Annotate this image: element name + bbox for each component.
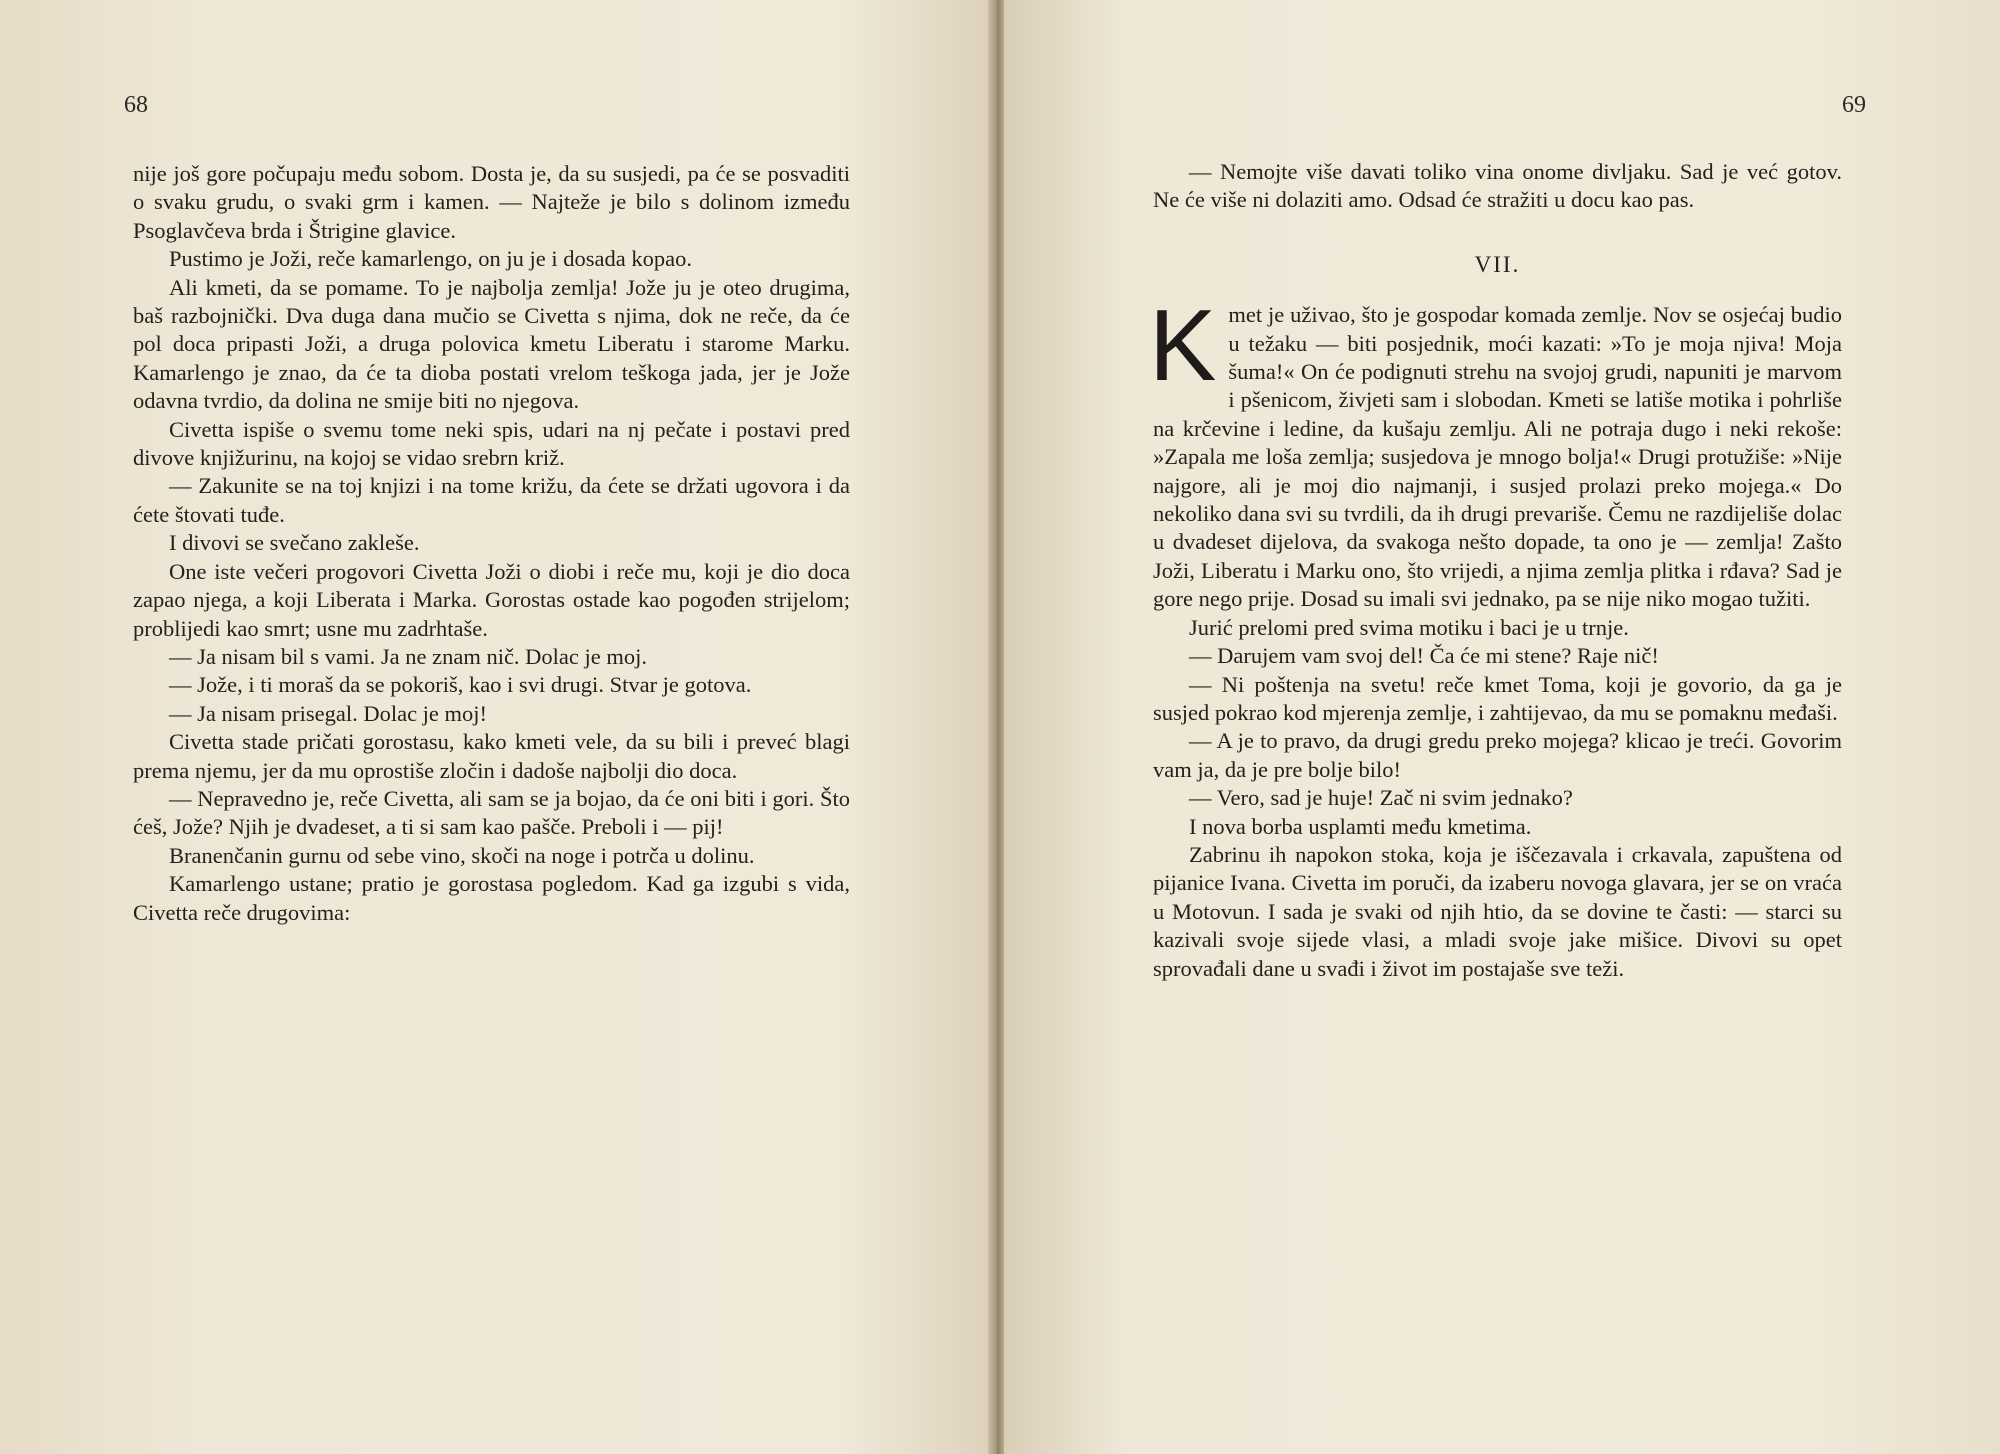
- drop-cap: K: [1149, 290, 1217, 403]
- paragraph: — A je to pravo, da drugi gredu preko mojega? klicao je treći. Govorim vam ja, da je pre bolje bilo!: [1153, 728, 1842, 782]
- left-page-text: [133, 160, 850, 927]
- paragraph: Ali kmeti, da se pomame. To je najbolja zemlja! Jože ju je oteo drugima, baš razbojnički. Dva duga dana mučio se Civetta s njima, dok ne reče, da će pol doca pripasti Joži, a druga polovica kmetu Liberatu i starome Marku. Kamarlengo je znao, da će ta dioba postati vrelom teškoga jada, jer je Jože odavna tvrdio, da dolina ne smije biti no njegova.: [133, 274, 850, 414]
- paragraph: I divovi se svečano zakleše.: [169, 530, 420, 556]
- paragraph: Civetta stade pričati gorostasu, kako kmeti vele, da su bili i preveć blagi prema njemu, jer da mu oprostiše zločin i dadoše najbolji dio doca.: [133, 729, 850, 783]
- paragraph: — Nepravedno je, reče Civetta, ali sam se ja bojao, da će oni biti i gori. Što ćeš, Jože? Njih je dvadeset, a ti si sam kao pašče. Preboli i — pij!: [133, 785, 850, 840]
- paragraph: I nova borba usplamti među kmetima.: [1189, 813, 1532, 839]
- paragraph: — Jože, i ti moraš da se pokoriš, kao i svi drugi. Stvar je gotova.: [169, 672, 752, 698]
- opening-paragraph: — Nemojte više davati toliko vina onome divljaku. Sad je već gotov. Ne će više ni dolaziti amo. Odsad će stražiti u docu kao pas.: [1153, 159, 1842, 213]
- paragraph: Civetta ispiše o svemu tome neki spis, udari na nj pečate i postavi pred divove knjižurinu, na kojoj se vidao srebrn križ.: [133, 416, 850, 471]
- paragraph: Branenčanin gurnu od sebe vino, skoči na noge i potrča u dolinu.: [169, 842, 755, 868]
- paragraph: Pustimo je Joži, reče kamarlengo, on ju je i dosada kopao.: [169, 246, 692, 272]
- chapter-first-paragraph: [1149, 290, 1842, 613]
- paragraph: One iste večeri progovori Civetta Joži o diobi i reče mu, koji je dio doca zapao njega, a koji Liberata i Marka. Gorostas ostade kao pogođen strijelom; problijedi kao smrt; usne mu zadrhtaše.: [133, 558, 850, 641]
- paragraph: — Ja nisam bil s vami. Ja ne znam nič. Dolac je moj.: [169, 643, 648, 669]
- paragraph: — Ja nisam prisegal. Dolac je moj!: [169, 700, 488, 726]
- page-number-right: 69: [1842, 92, 1866, 118]
- paragraph: Zabrinu ih napokon stoka, koja je iščezavala i crkavala, zapuštena od pijanice Ivana. Civetta im poruči, da izaberu novoga glavara, jer se on vraća u Motovun. I sada je svaki od njih htio, da se dovine te časti: — starci su kazivali svoje sijede vlasi, a mladi svoje jake mišice. Divovi su opet sprovađali dane u svađi i život im postajaše sve teži.: [1153, 841, 1842, 981]
- paragraph: Kamarlengo ustane; pratio je gorostasa pogledom. Kad ga izgubi s vida, Civetta reče drugovima:: [133, 871, 850, 925]
- paragraph: — Ni poštenja na svetu! reče kmet Toma, koji je govorio, da ga je susjed pokrao kod mjerenja zemlje, i zahtijevao, da mu se pomaknu međaši.: [1153, 671, 1842, 725]
- chapter-heading: VII.: [1474, 251, 1521, 277]
- page-number-left: 68: [124, 92, 148, 118]
- right-page-text: [1149, 158, 1842, 983]
- paragraph: Jurić prelomi pred svima motiku i baci je u trnje.: [1189, 614, 1629, 640]
- paragraph: — Darujem vam svoj del! Ča će mi stene? Raje nič!: [1189, 643, 1659, 669]
- paragraph: — Zakunite se na toj knjizi i na tome križu, da ćete se držati ugovora i da ćete štovati tuđe.: [133, 473, 850, 527]
- chapter-first-paragraph-text: met je uživao, što je gospodar komada zemlje. Nov se osjećaj budio u težaku — biti posjednik, moći kazati: »To je moja njiva! Moja šuma!« On će podignuti strehu na svojoj grudi, napuniti je marvom i pšenicom, živjeti sam i slobodan. Kmeti se latiše motika i pohrliše na krčevine i ledine, da kušaju zemlju. Ali ne potraja dugo i neki rekoše: »Zapala me loša zemlja; susjedova je mnogo bolja!« Drugi protužiše: »Nije najgore, ali je moj dio najmanji, i susjed prolazi preko mojega.« Do nekoliko dana svi su tvrdili, da ih drugi prevariše. Čemu ne razdijeliše dolac u dvadeset dijelova, da svakoga nešto dopade, ta ono je — zemlja! Zašto Joži, Liberatu i Marku ono, što vrijedi, a njima zemlja plitka i rđava? Sad je gore nego prije. Dosad su imali svi jednako, pa se nije niko mogao tužiti.: [1153, 302, 1842, 612]
- paragraph: nije još gore počupaju među sobom. Dosta je, da su susjedi, pa će se posvaditi o svaku grudu, o svaki grm i kamen. — Najteže je bilo s dolinom između Psoglavčeva brda i Štrigine glavice.: [133, 161, 850, 243]
- paragraph: — Vero, sad je huje! Zač ni svim jednako?: [1189, 785, 1573, 811]
- left-page: [0, 0, 990, 1454]
